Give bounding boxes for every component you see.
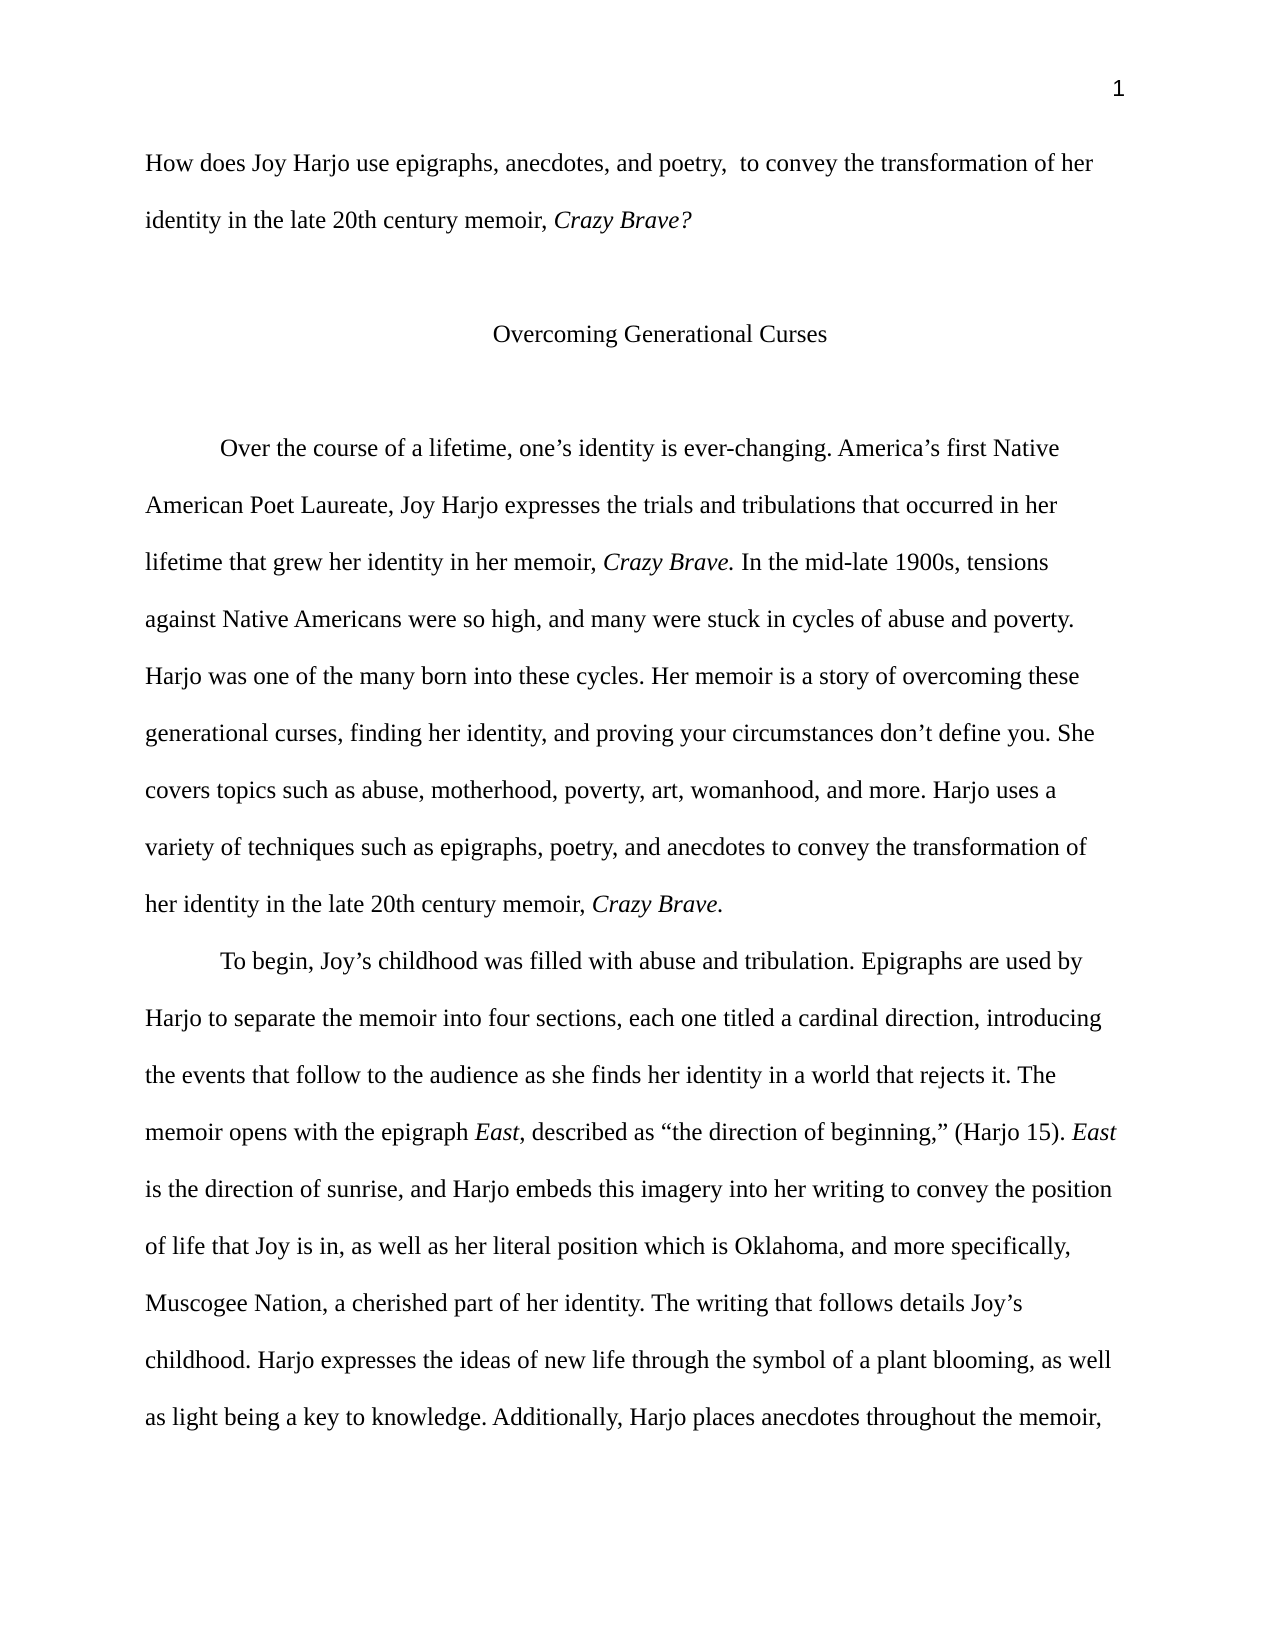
text-segment: generational curses, finding her identity, and proving your circumstances don’t define you. She — [145, 720, 1095, 747]
text-segment: Muscogee Nation, a cherished part of her identity. The writing that follows details Joy’s — [145, 1290, 1023, 1317]
essay-title: Overcoming Generational Curses — [492, 321, 828, 348]
text-segment: of life that Joy is in, as well as her literal position which is Oklahoma, and more specifically, — [145, 1233, 1071, 1260]
text-segment: childhood. Harjo expresses the ideas of new life through the symbol of a plant blooming, as well — [145, 1347, 1112, 1374]
essay-paragraphs — [145, 420, 1125, 1446]
text-line — [145, 591, 1125, 648]
text-segment: In the mid-late 1900s, tensions — [734, 549, 1049, 576]
text-segment: , described as “the direction of beginning,” (Harjo 15). — [519, 1119, 1072, 1146]
page-number: 1 — [1112, 75, 1125, 101]
page-header — [150, 75, 1125, 102]
text-line — [145, 1275, 1125, 1332]
text-line — [145, 192, 1125, 249]
text-line — [145, 420, 1125, 477]
text-line — [145, 1389, 1125, 1446]
blank-line — [145, 363, 1125, 420]
text-line — [145, 1218, 1125, 1275]
document-body — [145, 135, 1125, 1446]
question-paragraph — [145, 135, 1125, 249]
text-segment: is the direction of sunrise, and Harjo embeds this imagery into her writing to convey the position — [145, 1176, 1113, 1203]
text-line — [145, 1332, 1125, 1389]
text-segment: To begin, Joy’s childhood was filled with abuse and tribulation. Epigraphs are used by — [220, 948, 1083, 975]
text-segment: How does Joy Harjo use epigraphs, anecdotes, and poetry, to convey the transformation of her — [145, 150, 1094, 177]
text-segment: lifetime that grew her identity in her memoir, — [145, 549, 603, 576]
italic-text-segment: Crazy Brave? — [553, 207, 692, 234]
text-line — [145, 990, 1125, 1047]
italic-text-segment: East — [474, 1119, 520, 1146]
blank-line — [145, 249, 1125, 306]
text-line — [145, 477, 1125, 534]
italic-text-segment: Crazy Brave. — [602, 549, 735, 576]
text-line — [145, 1047, 1125, 1104]
text-segment: Over the course of a lifetime, one’s identity is ever-changing. America’s first Native — [220, 435, 1060, 462]
text-segment: as light being a key to knowledge. Additionally, Harjo places anecdotes throughout the memoir, — [145, 1404, 1102, 1431]
text-line — [145, 933, 1125, 990]
italic-text-segment: Crazy Brave. — [591, 891, 724, 918]
text-line — [145, 762, 1125, 819]
text-segment: variety of techniques such as epigraphs, poetry, and anecdotes to convey the transformation of — [145, 834, 1087, 861]
text-line — [145, 1104, 1125, 1161]
text-line — [145, 534, 1125, 591]
text-line — [145, 135, 1125, 192]
text-segment: Harjo to separate the memoir into four sections, each one titled a cardinal direction, introducing — [145, 1005, 1102, 1032]
text-segment: memoir opens with the epigraph — [145, 1119, 475, 1146]
text-line — [145, 819, 1125, 876]
text-segment: her identity in the late 20th century memoir, — [145, 891, 592, 918]
text-line — [145, 876, 1125, 933]
text-segment: identity in the late 20th century memoir, — [145, 207, 554, 234]
text-segment: Harjo was one of the many born into these cycles. Her memoir is a story of overcoming these — [145, 663, 1080, 690]
text-segment: against Native Americans were so high, and many were stuck in cycles of abuse and poverty. — [145, 606, 1075, 633]
text-line — [145, 705, 1125, 762]
text-line — [145, 1161, 1125, 1218]
italic-text-segment: East — [1071, 1119, 1117, 1146]
text-segment: American Poet Laureate, Joy Harjo expresses the trials and tribulations that occurred in her — [145, 492, 1058, 519]
text-line — [145, 648, 1125, 705]
text-segment: the events that follow to the audience as she finds her identity in a world that rejects it. The — [145, 1062, 1057, 1089]
text-segment: covers topics such as abuse, motherhood, poverty, art, womanhood, and more. Harjo uses a — [145, 777, 1057, 804]
